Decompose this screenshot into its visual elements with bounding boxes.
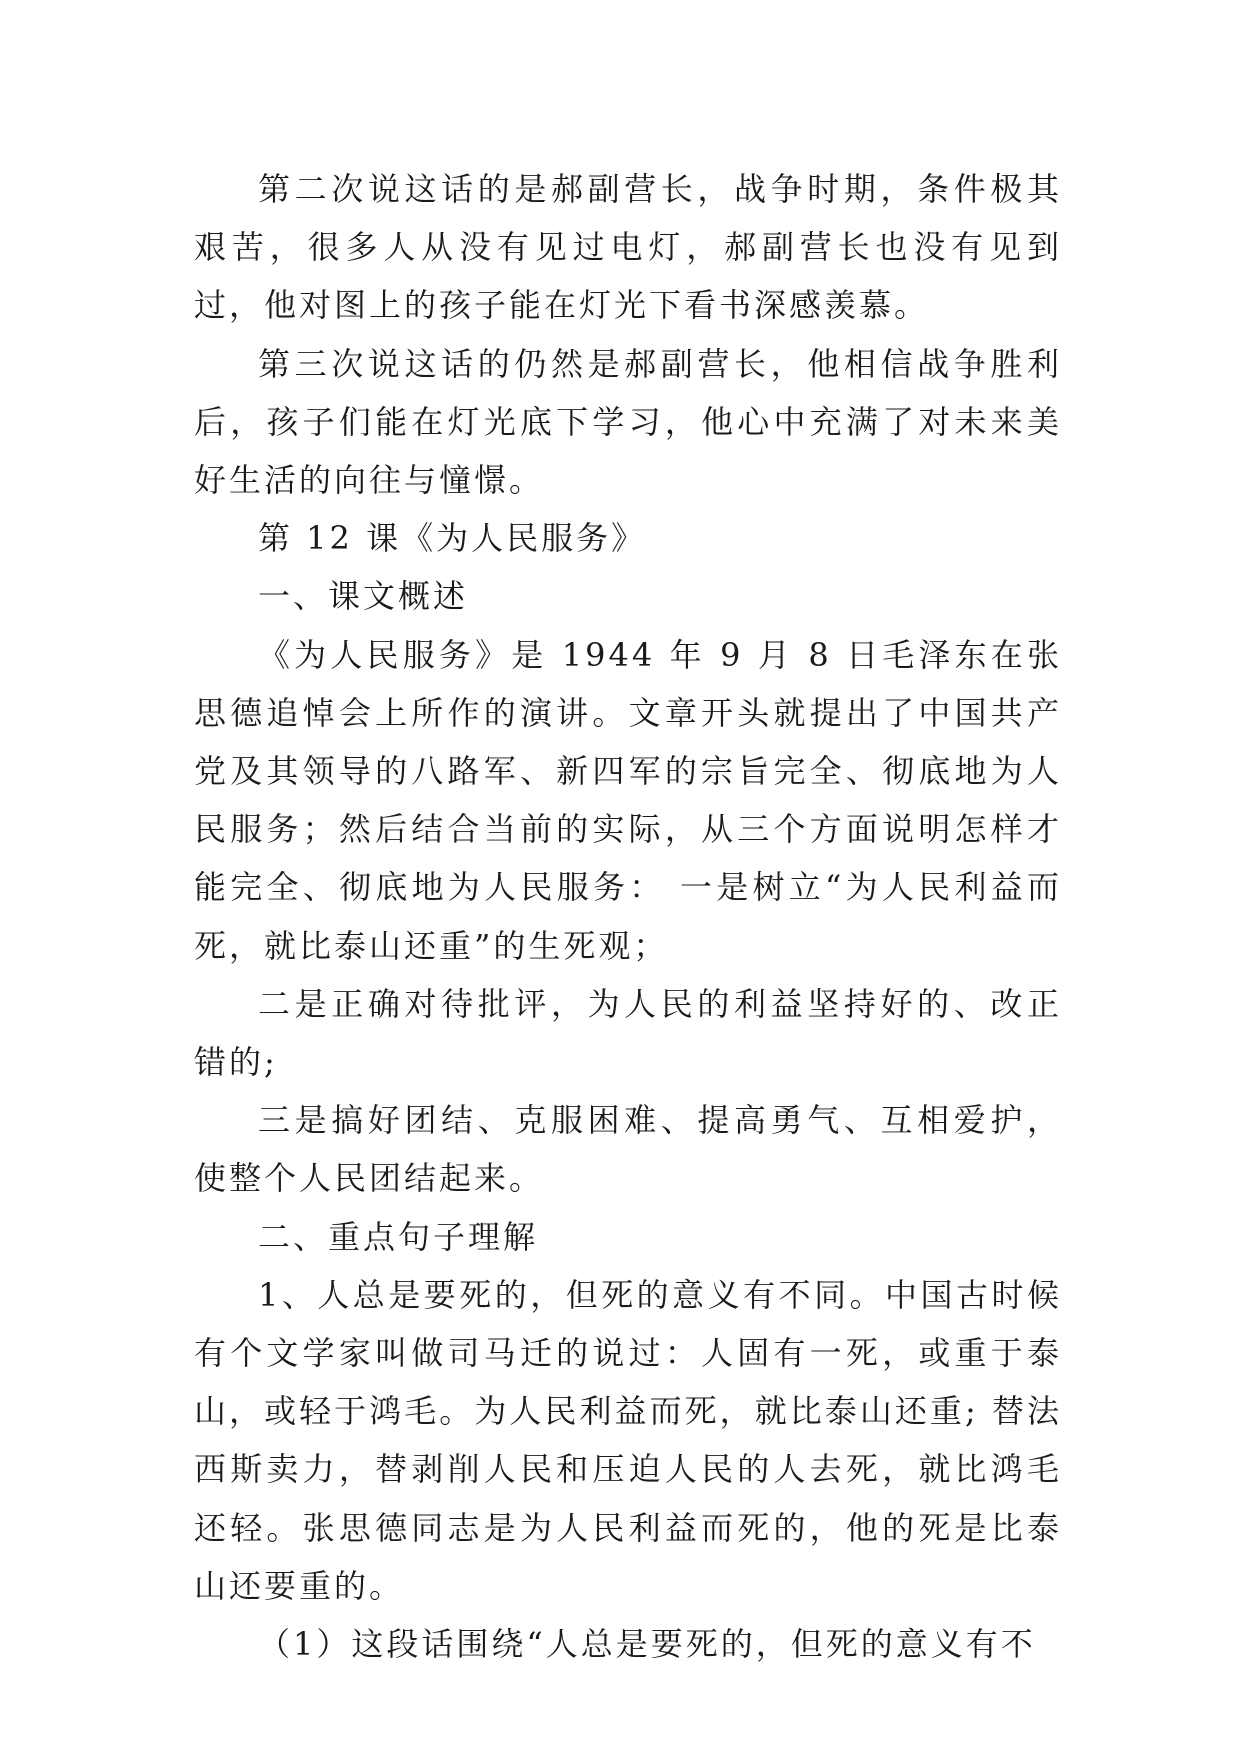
paragraph-third-speaker: 第三次说这话的仍然是郝副营长，他相信战争胜利后，孩子们能在灯光底下学习，他心中充满了对未来美好生活的向往与憧憬。	[194, 344, 1062, 500]
document-body	[194, 160, 1062, 1673]
paragraph-overview: 《为人民服务》是 1944 年 9 月 8 日毛泽东在张思德追悼会上所作的演讲。文章开头就提出了中国共产党及其领导的八路军、新四军的宗旨完全、彻底地为人民服务；然后结合当前的实际，从三个方面说明怎样才能完全、彻底地为人民服务： 一是树立“为人民利益而死，就比泰山还重”的生死观；	[194, 635, 1062, 965]
paragraph-key-sentence-1: 1、人总是要死的，但死的意义有不同。中国古时候有个文学家叫做司马迁的说过：人固有一死，或重于泰山，或轻于鸿毛。为人民利益而死，就比泰山还重; 替法西斯卖力，替剥削人民和压迫人民的人去死，就比鸿毛还轻。张思德同志是为人民利益而死的，他的死是比泰山还要重的。	[194, 1275, 1062, 1605]
paragraph-point-three: 三是搞好团结、克服困难、提高勇气、互相爱护，使整个人民团结起来。	[194, 1101, 1062, 1198]
section-heading-overview: 一、课文概述	[258, 577, 469, 616]
paragraph-point-two: 二是正确对待批评，为人民的利益坚持好的、改正错的;	[194, 984, 1062, 1082]
paragraph-analysis-1: （1）这段话围绕“人总是要死的，但死的意义有不	[258, 1625, 1036, 1664]
lesson-title: 第 12 课《为人民服务》	[258, 519, 647, 558]
paragraph-second-speaker: 第二次说这话的是郝副营长，战争时期，条件极其艰苦，很多人从没有见过电灯，郝副营长也没有见到过，他对图上的孩子能在灯光下看书深感羡慕。	[194, 170, 1062, 325]
section-heading-key-sentences: 二、重点句子理解	[258, 1217, 539, 1256]
